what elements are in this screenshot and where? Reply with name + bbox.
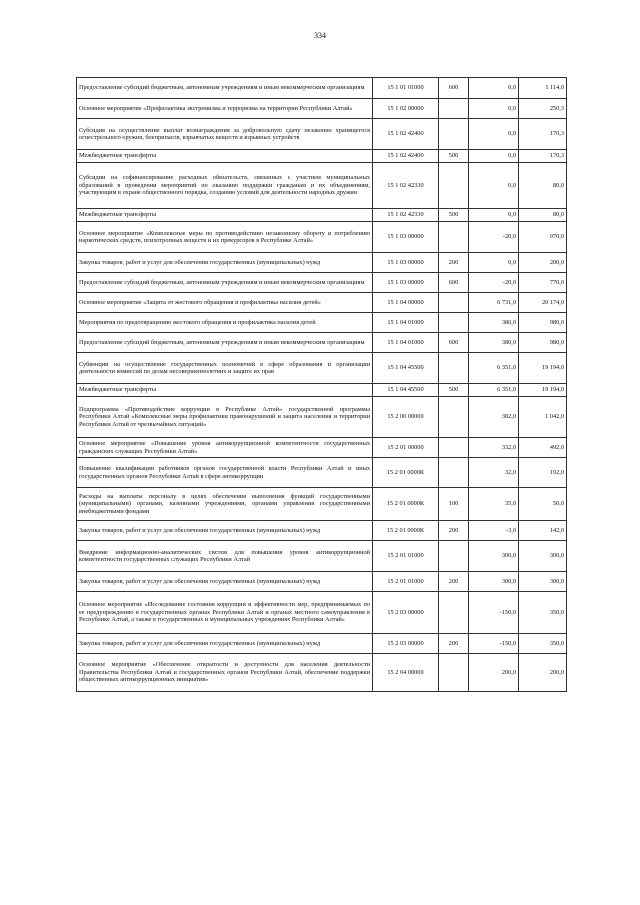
row-code: 15 2 01 0000К xyxy=(373,458,439,488)
row-total: 1 042,0 xyxy=(519,397,567,438)
table-row xyxy=(77,222,567,253)
table-row xyxy=(77,209,567,222)
table-row xyxy=(77,163,567,209)
row-name: Закупка товаров, работ и услуг для обеспечения государственных (муниципальных) нужд xyxy=(77,572,373,592)
row-code: 15 2 01 0000К xyxy=(373,521,439,541)
row-name: Основное мероприятие «Защита от жестокого обращения и профилактика насилия детей» xyxy=(77,293,373,313)
row-name: Основное мероприятие «Исследование состояния коррупции и эффективности мер, предпринимаемых по ее предупреждению в государственных органах Республики Алтай и органах местного самоуправления в Республике Алтай, а также в государственных и муниципальных учреждениях Республики Алтай» xyxy=(77,592,373,634)
row-code: 15 1 03 00000 xyxy=(373,253,439,273)
page-number: 334 xyxy=(314,31,326,40)
row-total: 970,0 xyxy=(519,222,567,253)
table-row xyxy=(77,293,567,313)
row-name: Субсидии на софинансирование расходных обязательств, связанных с участием муниципальных образований в проведении мероприятий по оказанию поддержки гражданам и их объединениям, участвующим в охране общественного порядка, созданию условий для деятельности народных дружин xyxy=(77,163,373,209)
table-row xyxy=(77,119,567,150)
row-expense-type xyxy=(439,353,469,384)
table-row xyxy=(77,333,567,353)
row-name: Предоставление субсидий бюджетным, автономным учреждениям и иным некоммерческим организациям xyxy=(77,333,373,353)
row-expense-type xyxy=(439,313,469,333)
row-name: Закупка товаров, работ и услуг для обеспечения государственных (муниципальных) нужд xyxy=(77,521,373,541)
row-change: -20,0 xyxy=(469,222,519,253)
row-code: 15 1 03 00000 xyxy=(373,273,439,293)
row-name: Межбюджетные трансферты xyxy=(77,384,373,397)
table-row xyxy=(77,438,567,458)
row-expense-type: 200 xyxy=(439,521,469,541)
row-expense-type: 600 xyxy=(439,273,469,293)
row-code: 15 2 03 00000 xyxy=(373,592,439,634)
row-total: 142,0 xyxy=(519,521,567,541)
table-row xyxy=(77,521,567,541)
row-change: 200,0 xyxy=(469,654,519,692)
row-total: 980,0 xyxy=(519,313,567,333)
row-name: Повышение квалификации работников органов государственной власти Республики Алтай и иных государственных органов Республики Алтай в сфере антикоррупции xyxy=(77,458,373,488)
row-change: -20,0 xyxy=(469,273,519,293)
row-expense-type xyxy=(439,293,469,313)
row-change: 0,0 xyxy=(469,163,519,209)
row-name: Закупка товаров, работ и услуг для обеспечения государственных (муниципальных) нужд xyxy=(77,253,373,273)
row-total: 80,0 xyxy=(519,163,567,209)
row-change: 0,0 xyxy=(469,150,519,163)
row-name: Основное мероприятие «Профилактика экстремизма и терроризма на территории Республики Алтай» xyxy=(77,99,373,119)
row-total: 80,0 xyxy=(519,209,567,222)
table-row xyxy=(77,488,567,521)
row-total: 50,0 xyxy=(519,488,567,521)
row-change: -150,0 xyxy=(469,592,519,634)
row-total: 200,0 xyxy=(519,253,567,273)
table-row xyxy=(77,634,567,654)
table-row xyxy=(77,313,567,333)
row-change: 380,0 xyxy=(469,313,519,333)
row-total: 492,0 xyxy=(519,438,567,458)
row-code: 15 1 04 00000 xyxy=(373,293,439,313)
row-change: 6 351,0 xyxy=(469,353,519,384)
row-change: 6 731,0 xyxy=(469,293,519,313)
row-total: 1 114,0 xyxy=(519,78,567,99)
table-row xyxy=(77,253,567,273)
row-total: 350,0 xyxy=(519,592,567,634)
row-total: 300,0 xyxy=(519,572,567,592)
row-total: 170,3 xyxy=(519,119,567,150)
row-expense-type: 600 xyxy=(439,78,469,99)
row-change: 0,0 xyxy=(469,78,519,99)
row-code: 15 2 04 00000 xyxy=(373,654,439,692)
row-total: 770,0 xyxy=(519,273,567,293)
row-code: 15 1 04 01000 xyxy=(373,333,439,353)
row-total: 192,0 xyxy=(519,458,567,488)
row-expense-type xyxy=(439,119,469,150)
row-expense-type xyxy=(439,163,469,209)
budget-table-body xyxy=(77,78,567,692)
row-change: -3,0 xyxy=(469,521,519,541)
table-row xyxy=(77,353,567,384)
row-name: Основное мероприятие «Комплексные меры по противодействию незаконному обороту и потреблению наркотических средств, психотропных веществ и их прекурсоров в Республике Алтай» xyxy=(77,222,373,253)
row-expense-type xyxy=(439,397,469,438)
row-change: 332,0 xyxy=(469,438,519,458)
row-change: 35,0 xyxy=(469,488,519,521)
row-change: 300,0 xyxy=(469,572,519,592)
table-row xyxy=(77,150,567,163)
table-row xyxy=(77,99,567,119)
budget-table xyxy=(76,77,567,692)
row-expense-type: 500 xyxy=(439,384,469,397)
row-total: 300,0 xyxy=(519,541,567,572)
row-total: 250,3 xyxy=(519,99,567,119)
row-change: 32,0 xyxy=(469,458,519,488)
row-name: Подпрограмма «Противодействие коррупции в Республике Алтай» государственной программы Республики Алтай «Комплексные меры профилактики правонарушений и защита населения и территории Республики Алтай от чрезвычайных ситуаций» xyxy=(77,397,373,438)
row-total: 350,0 xyxy=(519,634,567,654)
row-code: 15 1 04 45500 xyxy=(373,384,439,397)
row-total: 200,0 xyxy=(519,654,567,692)
row-expense-type: 500 xyxy=(439,150,469,163)
row-name: Расходы на выплаты персоналу в целях обеспечения выполнения функций государственными (муниципальными) органами, казенными учреждениями, органами управления государственными внебюджетными фондами xyxy=(77,488,373,521)
row-total: 20 174,0 xyxy=(519,293,567,313)
row-code: 15 2 00 00000 xyxy=(373,397,439,438)
row-expense-type: 600 xyxy=(439,333,469,353)
table-row xyxy=(77,397,567,438)
table-row xyxy=(77,572,567,592)
row-name: Основное мероприятие «Повышение уровня антикоррупционной компетентности государственных гражданских служащих Республики Алтай» xyxy=(77,438,373,458)
table-row xyxy=(77,78,567,99)
row-expense-type xyxy=(439,99,469,119)
table-row xyxy=(77,592,567,634)
row-code: 15 1 02 42400 xyxy=(373,119,439,150)
row-code: 15 1 02 42330 xyxy=(373,209,439,222)
row-code: 15 2 01 00000 xyxy=(373,438,439,458)
row-code: 15 1 02 00000 xyxy=(373,99,439,119)
table-row xyxy=(77,458,567,488)
table-row xyxy=(77,273,567,293)
row-code: 15 2 03 00000 xyxy=(373,634,439,654)
row-name: Межбюджетные трансферты xyxy=(77,150,373,163)
row-code: 15 2 01 0000К xyxy=(373,488,439,521)
row-expense-type xyxy=(439,592,469,634)
row-total: 19 194,0 xyxy=(519,353,567,384)
row-name: Мероприятия по предотвращению жестокого обращения и профилактика насилия детей xyxy=(77,313,373,333)
row-change: 6 351,0 xyxy=(469,384,519,397)
row-name: Предоставление субсидий бюджетным, автономным учреждениям и иным некоммерческим организациям xyxy=(77,273,373,293)
row-expense-type: 200 xyxy=(439,253,469,273)
row-change: 0,0 xyxy=(469,99,519,119)
row-code: 15 1 04 45500 xyxy=(373,353,439,384)
table-row xyxy=(77,541,567,572)
row-code: 15 1 02 42330 xyxy=(373,163,439,209)
row-change: 380,0 xyxy=(469,333,519,353)
row-total: 980,0 xyxy=(519,333,567,353)
row-change: 300,0 xyxy=(469,541,519,572)
row-expense-type xyxy=(439,654,469,692)
row-change: 0,0 xyxy=(469,253,519,273)
row-code: 15 2 01 01000 xyxy=(373,541,439,572)
row-name: Межбюджетные трансферты xyxy=(77,209,373,222)
row-code: 15 1 02 42400 xyxy=(373,150,439,163)
row-expense-type: 200 xyxy=(439,634,469,654)
row-total: 170,3 xyxy=(519,150,567,163)
row-expense-type: 500 xyxy=(439,209,469,222)
row-total: 19 194,0 xyxy=(519,384,567,397)
row-expense-type: 100 xyxy=(439,488,469,521)
row-code: 15 1 04 01000 xyxy=(373,313,439,333)
row-name: Предоставление субсидий бюджетным, автономным учреждениям и иным некоммерческим организациям xyxy=(77,78,373,99)
row-name: Закупка товаров, работ и услуг для обеспечения государственных (муниципальных) нужд xyxy=(77,634,373,654)
row-name: Основное мероприятие «Обеспечение открытости и доступности для населения деятельности Правительства Республики Алтай и государственных органов Республики Алтай, обеспечение поддержки общественных антикоррупционных инициатив» xyxy=(77,654,373,692)
row-code: 15 2 01 01000 xyxy=(373,572,439,592)
row-expense-type: 200 xyxy=(439,572,469,592)
row-change: 382,0 xyxy=(469,397,519,438)
row-code: 15 1 03 00000 xyxy=(373,222,439,253)
row-expense-type xyxy=(439,541,469,572)
row-expense-type xyxy=(439,438,469,458)
row-expense-type xyxy=(439,222,469,253)
row-expense-type xyxy=(439,458,469,488)
row-name: Субвенции на осуществление государственных полномочий в сфере образования и организации деятельности комиссий по делам несовершеннолетних и защите их прав xyxy=(77,353,373,384)
row-change: 0,0 xyxy=(469,119,519,150)
row-change: 0,0 xyxy=(469,209,519,222)
table-row xyxy=(77,384,567,397)
row-name: Внедрение информационно-аналитических систем для повышения уровня антикоррупционной компетентности государственных служащих Республики Алтай xyxy=(77,541,373,572)
row-code: 15 1 01 01000 xyxy=(373,78,439,99)
row-change: -150,0 xyxy=(469,634,519,654)
table-row xyxy=(77,654,567,692)
row-name: Субсидия на осуществление выплат вознаграждения за добровольную сдачу незаконно хранящегося огнестрельного оружия, боеприпасов, взрывчатых веществ и взрывных устройств xyxy=(77,119,373,150)
